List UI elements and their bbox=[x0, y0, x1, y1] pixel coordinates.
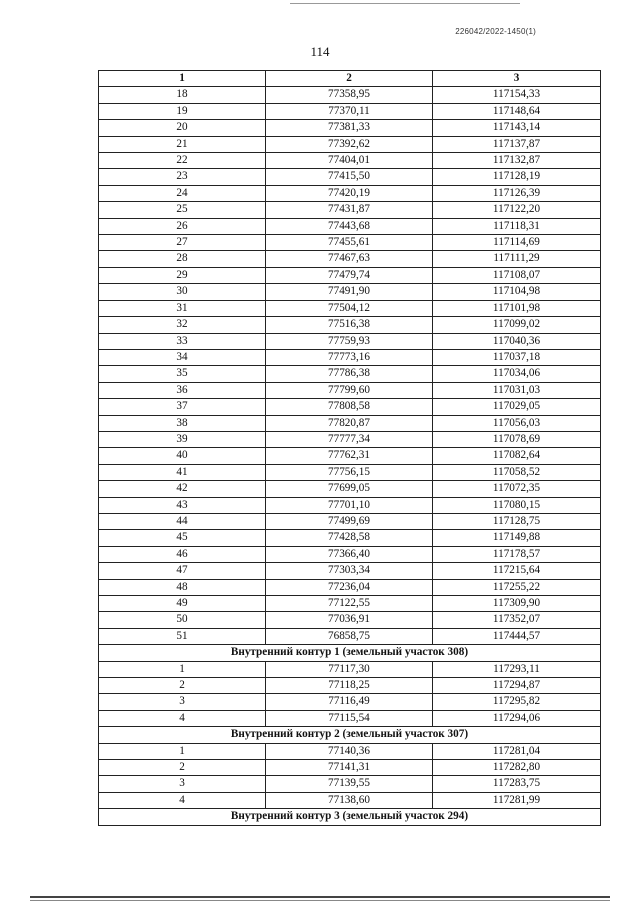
table-row bbox=[99, 185, 601, 201]
y-coordinate-cell: 117148,64 bbox=[433, 103, 601, 119]
point-number-cell: 28 bbox=[99, 251, 266, 267]
point-number-cell: 2 bbox=[99, 760, 266, 776]
y-coordinate-cell: 117111,29 bbox=[433, 251, 601, 267]
point-number-cell: 46 bbox=[99, 546, 266, 562]
table-row bbox=[99, 678, 601, 694]
table-row bbox=[99, 546, 601, 562]
table-row bbox=[99, 284, 601, 300]
x-coordinate-cell: 76858,75 bbox=[266, 628, 433, 644]
section-header-row bbox=[99, 727, 601, 743]
y-coordinate-cell: 117137,87 bbox=[433, 136, 601, 152]
x-coordinate-cell: 77799,60 bbox=[266, 382, 433, 398]
y-coordinate-cell: 117143,14 bbox=[433, 120, 601, 136]
bottom-rule bbox=[30, 896, 610, 898]
x-coordinate-cell: 77358,95 bbox=[266, 87, 433, 103]
table-row bbox=[99, 366, 601, 382]
x-coordinate-cell: 77504,12 bbox=[266, 300, 433, 316]
point-number-cell: 34 bbox=[99, 349, 266, 365]
x-coordinate-cell: 77499,69 bbox=[266, 513, 433, 529]
point-number-cell: 1 bbox=[99, 743, 266, 759]
table-row bbox=[99, 628, 601, 644]
y-coordinate-cell: 117294,87 bbox=[433, 678, 601, 694]
table-row bbox=[99, 513, 601, 529]
point-number-cell: 1 bbox=[99, 661, 266, 677]
y-coordinate-cell: 117132,87 bbox=[433, 153, 601, 169]
x-coordinate-cell: 77141,31 bbox=[266, 760, 433, 776]
section-header-row bbox=[99, 809, 601, 825]
point-number-cell: 41 bbox=[99, 464, 266, 480]
y-coordinate-cell: 117104,98 bbox=[433, 284, 601, 300]
x-coordinate-cell: 77443,68 bbox=[266, 218, 433, 234]
section-title: Внутренний контур 1 (земельный участок 308) bbox=[99, 645, 601, 661]
section-header-row bbox=[99, 645, 601, 661]
point-number-cell: 47 bbox=[99, 563, 266, 579]
y-coordinate-cell: 117118,31 bbox=[433, 218, 601, 234]
point-number-cell: 20 bbox=[99, 120, 266, 136]
column-header-1: 1 bbox=[99, 71, 266, 87]
table-row bbox=[99, 87, 601, 103]
x-coordinate-cell: 77756,15 bbox=[266, 464, 433, 480]
table-row bbox=[99, 464, 601, 480]
table-row bbox=[99, 399, 601, 415]
point-number-cell: 48 bbox=[99, 579, 266, 595]
x-coordinate-cell: 77773,16 bbox=[266, 349, 433, 365]
x-coordinate-cell: 77122,55 bbox=[266, 596, 433, 612]
x-coordinate-cell: 77759,93 bbox=[266, 333, 433, 349]
top-rule bbox=[290, 3, 520, 4]
x-coordinate-cell: 77392,62 bbox=[266, 136, 433, 152]
section-title: Внутренний контур 3 (земельный участок 294) bbox=[99, 809, 601, 825]
table-row bbox=[99, 596, 601, 612]
x-coordinate-cell: 77762,31 bbox=[266, 448, 433, 464]
y-coordinate-cell: 117295,82 bbox=[433, 694, 601, 710]
x-coordinate-cell: 77138,60 bbox=[266, 792, 433, 808]
point-number-cell: 4 bbox=[99, 792, 266, 808]
table-row bbox=[99, 267, 601, 283]
point-number-cell: 50 bbox=[99, 612, 266, 628]
point-number-cell: 4 bbox=[99, 710, 266, 726]
y-coordinate-cell: 117078,69 bbox=[433, 431, 601, 447]
y-coordinate-cell: 117281,04 bbox=[433, 743, 601, 759]
y-coordinate-cell: 117099,02 bbox=[433, 317, 601, 333]
y-coordinate-cell: 117126,39 bbox=[433, 185, 601, 201]
y-coordinate-cell: 117149,88 bbox=[433, 530, 601, 546]
point-number-cell: 36 bbox=[99, 382, 266, 398]
y-coordinate-cell: 117128,75 bbox=[433, 513, 601, 529]
point-number-cell: 26 bbox=[99, 218, 266, 234]
table-row bbox=[99, 120, 601, 136]
point-number-cell: 25 bbox=[99, 202, 266, 218]
x-coordinate-cell: 77036,91 bbox=[266, 612, 433, 628]
y-coordinate-cell: 117255,22 bbox=[433, 579, 601, 595]
x-coordinate-cell: 77428,58 bbox=[266, 530, 433, 546]
x-coordinate-cell: 77820,87 bbox=[266, 415, 433, 431]
table-row bbox=[99, 710, 601, 726]
table-row bbox=[99, 382, 601, 398]
table-row bbox=[99, 153, 601, 169]
point-number-cell: 2 bbox=[99, 678, 266, 694]
y-coordinate-cell: 117072,35 bbox=[433, 481, 601, 497]
point-number-cell: 29 bbox=[99, 267, 266, 283]
table-row bbox=[99, 202, 601, 218]
y-coordinate-cell: 117282,80 bbox=[433, 760, 601, 776]
point-number-cell: 21 bbox=[99, 136, 266, 152]
y-coordinate-cell: 117108,07 bbox=[433, 267, 601, 283]
table-body bbox=[99, 87, 601, 825]
table-row bbox=[99, 694, 601, 710]
y-coordinate-cell: 117114,69 bbox=[433, 235, 601, 251]
x-coordinate-cell: 77479,74 bbox=[266, 267, 433, 283]
x-coordinate-cell: 77415,50 bbox=[266, 169, 433, 185]
y-coordinate-cell: 117029,05 bbox=[433, 399, 601, 415]
document-number: 226042/2022-1450(1) bbox=[455, 27, 536, 36]
point-number-cell: 32 bbox=[99, 317, 266, 333]
y-coordinate-cell: 117040,36 bbox=[433, 333, 601, 349]
y-coordinate-cell: 117281,99 bbox=[433, 792, 601, 808]
x-coordinate-cell: 77699,05 bbox=[266, 481, 433, 497]
point-number-cell: 49 bbox=[99, 596, 266, 612]
table-row bbox=[99, 776, 601, 792]
y-coordinate-cell: 117178,57 bbox=[433, 546, 601, 562]
x-coordinate-cell: 77366,40 bbox=[266, 546, 433, 562]
x-coordinate-cell: 77236,04 bbox=[266, 579, 433, 595]
y-coordinate-cell: 117080,15 bbox=[433, 497, 601, 513]
x-coordinate-cell: 77786,38 bbox=[266, 366, 433, 382]
y-coordinate-cell: 117128,19 bbox=[433, 169, 601, 185]
bottom-rule-thin bbox=[30, 900, 610, 901]
y-coordinate-cell: 117082,64 bbox=[433, 448, 601, 464]
point-number-cell: 45 bbox=[99, 530, 266, 546]
table-row bbox=[99, 743, 601, 759]
point-number-cell: 23 bbox=[99, 169, 266, 185]
point-number-cell: 40 bbox=[99, 448, 266, 464]
table-row bbox=[99, 579, 601, 595]
table-row bbox=[99, 530, 601, 546]
x-coordinate-cell: 77118,25 bbox=[266, 678, 433, 694]
column-header-2: 2 bbox=[266, 71, 433, 87]
table-row bbox=[99, 333, 601, 349]
table-row bbox=[99, 300, 601, 316]
column-header-3: 3 bbox=[433, 71, 601, 87]
y-coordinate-cell: 117215,64 bbox=[433, 563, 601, 579]
point-number-cell: 18 bbox=[99, 87, 266, 103]
point-number-cell: 38 bbox=[99, 415, 266, 431]
y-coordinate-cell: 117154,33 bbox=[433, 87, 601, 103]
y-coordinate-cell: 117352,07 bbox=[433, 612, 601, 628]
y-coordinate-cell: 117122,20 bbox=[433, 202, 601, 218]
point-number-cell: 3 bbox=[99, 694, 266, 710]
table-row bbox=[99, 136, 601, 152]
point-number-cell: 30 bbox=[99, 284, 266, 300]
y-coordinate-cell: 117293,11 bbox=[433, 661, 601, 677]
point-number-cell: 35 bbox=[99, 366, 266, 382]
x-coordinate-cell: 77431,87 bbox=[266, 202, 433, 218]
y-coordinate-cell: 117309,90 bbox=[433, 596, 601, 612]
table-row bbox=[99, 760, 601, 776]
page-number: 114 bbox=[310, 44, 330, 59]
y-coordinate-cell: 117031,03 bbox=[433, 382, 601, 398]
table-row bbox=[99, 497, 601, 513]
table-row bbox=[99, 448, 601, 464]
table-row bbox=[99, 661, 601, 677]
table-row bbox=[99, 481, 601, 497]
point-number-cell: 27 bbox=[99, 235, 266, 251]
table-row bbox=[99, 169, 601, 185]
point-number-cell: 37 bbox=[99, 399, 266, 415]
table-row bbox=[99, 792, 601, 808]
x-coordinate-cell: 77139,55 bbox=[266, 776, 433, 792]
table-row bbox=[99, 251, 601, 267]
point-number-cell: 22 bbox=[99, 153, 266, 169]
point-number-cell: 42 bbox=[99, 481, 266, 497]
y-coordinate-cell: 117037,18 bbox=[433, 349, 601, 365]
x-coordinate-cell: 77491,90 bbox=[266, 284, 433, 300]
table-row bbox=[99, 103, 601, 119]
table-row bbox=[99, 349, 601, 365]
point-number-cell: 24 bbox=[99, 185, 266, 201]
x-coordinate-cell: 77404,01 bbox=[266, 153, 433, 169]
coordinates-table bbox=[98, 70, 601, 826]
y-coordinate-cell: 117058,52 bbox=[433, 464, 601, 480]
table-row bbox=[99, 218, 601, 234]
x-coordinate-cell: 77467,63 bbox=[266, 251, 433, 267]
point-number-cell: 33 bbox=[99, 333, 266, 349]
x-coordinate-cell: 77303,34 bbox=[266, 563, 433, 579]
x-coordinate-cell: 77808,58 bbox=[266, 399, 433, 415]
point-number-cell: 31 bbox=[99, 300, 266, 316]
table-row bbox=[99, 415, 601, 431]
table-row bbox=[99, 431, 601, 447]
y-coordinate-cell: 117294,06 bbox=[433, 710, 601, 726]
x-coordinate-cell: 77140,36 bbox=[266, 743, 433, 759]
table-row bbox=[99, 235, 601, 251]
y-coordinate-cell: 117056,03 bbox=[433, 415, 601, 431]
point-number-cell: 3 bbox=[99, 776, 266, 792]
y-coordinate-cell: 117101,98 bbox=[433, 300, 601, 316]
x-coordinate-cell: 77117,30 bbox=[266, 661, 433, 677]
section-title: Внутренний контур 2 (земельный участок 307) bbox=[99, 727, 601, 743]
point-number-cell: 43 bbox=[99, 497, 266, 513]
y-coordinate-cell: 117444,57 bbox=[433, 628, 601, 644]
x-coordinate-cell: 77777,34 bbox=[266, 431, 433, 447]
table-row bbox=[99, 563, 601, 579]
x-coordinate-cell: 77420,19 bbox=[266, 185, 433, 201]
x-coordinate-cell: 77115,54 bbox=[266, 710, 433, 726]
table-header-row bbox=[99, 71, 601, 87]
x-coordinate-cell: 77455,61 bbox=[266, 235, 433, 251]
point-number-cell: 44 bbox=[99, 513, 266, 529]
point-number-cell: 39 bbox=[99, 431, 266, 447]
x-coordinate-cell: 77116,49 bbox=[266, 694, 433, 710]
y-coordinate-cell: 117034,06 bbox=[433, 366, 601, 382]
x-coordinate-cell: 77370,11 bbox=[266, 103, 433, 119]
x-coordinate-cell: 77701,10 bbox=[266, 497, 433, 513]
table-row bbox=[99, 317, 601, 333]
x-coordinate-cell: 77516,38 bbox=[266, 317, 433, 333]
table-row bbox=[99, 612, 601, 628]
x-coordinate-cell: 77381,33 bbox=[266, 120, 433, 136]
y-coordinate-cell: 117283,75 bbox=[433, 776, 601, 792]
point-number-cell: 51 bbox=[99, 628, 266, 644]
point-number-cell: 19 bbox=[99, 103, 266, 119]
